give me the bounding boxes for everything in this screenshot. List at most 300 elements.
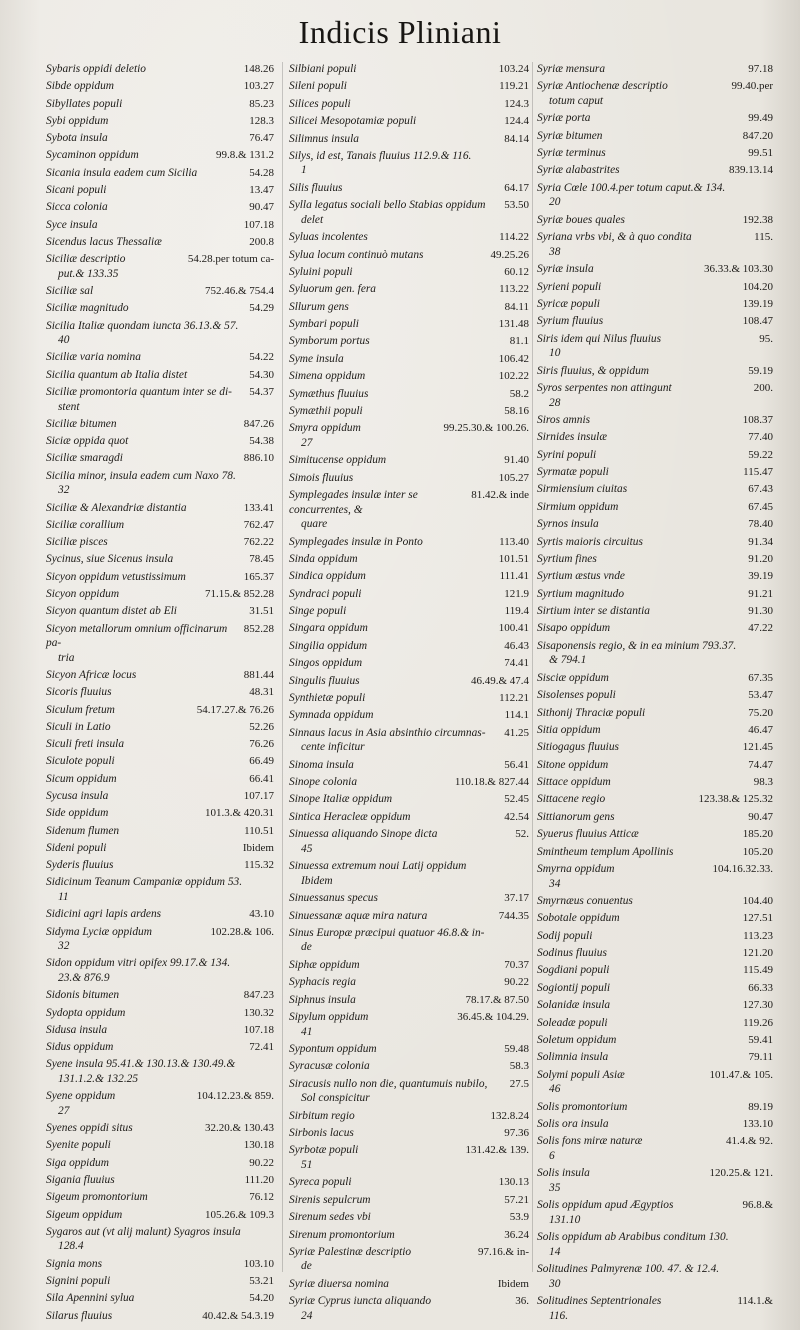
index-entry [46,858,274,873]
entry-term: Sideni populi [46,841,107,854]
entry-term: Singara oppidum [289,622,368,635]
entry-term: Syreca populi [289,1176,352,1189]
entry-term: Symæthus fluuius [289,387,369,400]
index-entry [46,789,274,804]
index-entry [289,639,529,654]
index-entry [289,198,529,227]
entry-page-reference: 74.47 [748,758,773,771]
index-entry [537,587,773,602]
entry-term: Siciliæ pisces [46,536,108,549]
index-entry [537,1100,773,1115]
entry-term: Sidonis bitumen [46,989,120,1002]
index-entry [537,62,773,77]
entry-term: Sicca colonia [46,201,108,214]
entry-term: Solanidæ insula [537,999,611,1012]
entry-continuation: 34 [549,877,561,890]
entry-term: Syricæ populi [537,297,600,310]
entry-page-reference: 107.17 [243,789,274,802]
entry-term: Siphnus insula [289,993,356,1006]
entry-term: Sidon oppidum vitri opifex 99.17.& 134. [46,957,231,970]
index-entry [46,350,274,365]
index-entry [46,166,274,181]
entry-term: Syrtium fines [537,552,597,565]
index-entry [537,364,773,379]
index-entry [537,639,773,668]
index-entry [289,552,529,567]
entry-term: Syenite populi [46,1139,111,1152]
entry-term: Sybaris oppidi deletio [46,63,146,75]
entry-term: Syriæ diuersa nomina [289,1277,389,1290]
index-entry [537,981,773,996]
entry-page-reference: 54.28.per totum ca- [187,253,274,266]
entry-term: Sicani populi [46,183,107,196]
entry-page-reference: 74.41 [504,657,529,670]
entry-term: Singos oppidum [289,657,363,670]
entry-term: Sirenum promontorium [289,1228,395,1241]
entry-term: Siciliæ sal [46,284,94,297]
entry-page-reference: 103.24 [498,63,529,75]
index-entry [46,535,274,550]
entry-continuation: 38 [549,245,561,258]
index-entry [289,775,529,790]
entry-continuation: 24 [301,1309,313,1322]
entry-continuation: quare [301,518,328,531]
entry-term: Siculi in Latio [46,720,111,733]
column-divider [532,62,533,1272]
index-entry [537,332,773,361]
index-entry [289,691,529,706]
index-entry [537,1117,773,1132]
entry-page-reference: 148.26 [243,63,274,75]
index-entry [46,622,274,666]
index-entry [537,230,773,259]
index-entry [289,471,529,486]
entry-term: Sisaponensis regio, & in ea minium 793.37. [537,639,737,652]
index-entry [537,1262,773,1291]
entry-continuation: tria [58,651,75,664]
entry-term: Silys, id est, Tanais fluuius 112.9.& 116. [289,149,472,162]
entry-page-reference: 121.9 [504,587,529,600]
index-entry [537,740,773,755]
index-entry [46,754,274,769]
entry-continuation: 40 [58,334,70,347]
index-entry [537,129,773,144]
entry-term: Syriæ Cyprus iuncta aliquando [289,1295,432,1308]
index-entry [46,1089,274,1118]
entry-page-reference: 57.21 [504,1193,529,1206]
entry-term: Siculum fretum [46,703,115,716]
entry-continuation: cente inficitur [301,741,365,754]
index-entry [46,131,274,146]
entry-term: Solis insula [537,1167,590,1180]
entry-page-reference: 72.41 [249,1041,274,1054]
index-entry [46,252,274,281]
entry-term: Sirenis sepulcrum [289,1193,371,1206]
index-entry [289,621,529,636]
entry-term: Silis fluuius [289,181,343,194]
entry-term: Smyrnæus conuentus [537,894,633,907]
entry-term: Sinuessanus specus [289,892,378,905]
index-entry [46,469,274,498]
entry-page-reference: Ibidem [242,841,274,854]
entry-continuation: 23.& 876.9 [58,972,110,984]
entry-term: Singe populi [289,605,347,618]
entry-term: Sicyon metallorum omnium officinarum pa- [46,622,228,650]
index-entry [289,352,529,367]
index-entry [289,859,529,888]
entry-term: Solimnia insula [537,1051,609,1064]
entry-page-reference: 42.54 [504,810,529,823]
index-entry [46,1208,274,1223]
entry-page-reference: 81.1 [509,335,529,348]
entry-page-reference: 752.46.& 754.4 [204,284,274,297]
entry-continuation: 128.4 [58,1240,84,1253]
entry-term: Syrieni populi [537,280,602,293]
entry-continuation: 116. [549,1309,569,1322]
entry-continuation: 30 [549,1277,561,1290]
entry-term: Syriæ porta [537,112,591,125]
entry-term: Sinuessanæ aquæ mira natura [289,909,428,922]
entry-term: Sidenum flumen [46,824,120,837]
index-entry [537,862,773,891]
index-entry [289,387,529,402]
entry-page-reference: 36. [515,1295,529,1308]
entry-term: Silices populi [289,97,351,110]
entry-term: Syrium fluuius [537,315,604,328]
entry-term: Sisapo oppidum [537,622,611,635]
index-entry [537,1068,773,1097]
entry-page-reference: 127.30 [742,999,773,1012]
entry-term: Syriæ Palestinæ descriptio [289,1245,412,1258]
entry-term: Sigeum oppidum [46,1208,123,1221]
index-entry [46,451,274,466]
entry-term: Smintheum templum Apollinis [537,845,674,858]
index-entry [289,248,529,263]
index-entry [289,132,529,147]
entry-continuation: de [301,1260,312,1273]
entry-term: Siciliæ corallium [46,518,125,531]
entry-term: Simois fluuius [289,471,354,484]
entry-continuation: Ibidem [301,874,333,887]
entry-page-reference: 133.41 [243,501,274,514]
entry-page-reference: 852.28 [243,622,274,635]
entry-page-reference: 111.41 [499,570,529,583]
index-entry [46,385,274,414]
entry-page-reference: 46.43 [504,639,529,652]
index-entry [289,1059,529,1074]
index-entry [289,300,529,315]
entry-term: Sirtium inter se distantia [537,605,650,618]
index-entry [289,810,529,825]
index-entry [46,1291,274,1306]
entry-term: Sinuessa aliquando Sinope dicta [289,828,438,841]
entry-page-reference: 76.47 [249,132,274,145]
entry-page-reference: 115.32 [244,859,274,872]
entry-page-reference: 78.40 [748,518,773,531]
entry-page-reference: 70.37 [504,958,529,971]
index-entry [537,775,773,790]
entry-page-reference: 40.42.& 54.3.19 [202,1309,274,1322]
entry-term: Syluini populi [289,265,353,278]
entry-term: Sogiontij populi [537,981,611,994]
entry-page-reference: 46.49.& 47.4 [470,674,529,687]
index-entry [289,79,529,94]
entry-page-reference: 59.19 [748,364,773,377]
entry-page-reference: 56.41 [504,758,529,771]
entry-term: Symplegades insulæ inter se concurrentes, & [289,489,418,516]
entry-page-reference: 36.24 [504,1228,529,1241]
entry-page-reference: 104.16.32.33. [712,862,773,875]
entry-page-reference: 53.21 [249,1275,274,1287]
entry-page-reference: 84.14 [504,132,529,145]
entry-term: Sicania insula eadem cum Sicilia [46,166,198,179]
entry-term: Sycinus, siue Sicenus insula [46,553,174,566]
index-entry [46,183,274,198]
index-entry [46,925,274,954]
entry-term: Sylla legatus sociali bello Stabias oppidum [289,199,486,212]
entry-term: Sicum oppidum [46,772,117,785]
entry-page-reference: 107.18 [243,1023,274,1036]
entry-continuation: stent [58,400,80,413]
entry-page-reference: 91.30 [748,605,773,618]
entry-term: Sinda oppidum [289,552,358,565]
entry-page-reference: 847.26 [243,417,274,430]
entry-term: Sipylum oppidum [289,1010,369,1023]
index-entry [289,114,529,129]
entry-page-reference: 112.21 [499,691,529,704]
entry-page-reference: 115.47 [743,466,773,479]
entry-term: Sicyon oppidum [46,587,120,600]
index-entry [289,1277,529,1292]
index-entry [46,368,274,383]
entry-term: Sirbitum regio [289,1109,355,1122]
entry-page-reference: 37.17 [504,892,529,905]
entry-page-reference: 128.3 [249,114,274,127]
index-entry [46,772,274,787]
entry-page-reference: 91.34 [748,535,773,548]
entry-term: Solis promontorium [537,1100,628,1113]
entry-page-reference: 200.8 [249,235,274,248]
index-entry [537,1016,773,1031]
entry-continuation: 35 [549,1181,561,1194]
index-entry [46,148,274,163]
entry-page-reference: 99.25.30.& 100.26. [443,422,529,435]
index-entry [537,688,773,703]
entry-page-reference: 101.47.& 105. [709,1068,773,1081]
entry-term: Solymi populi Asiæ [537,1068,625,1081]
entry-term: Sitiogagus fluuius [537,741,619,754]
entry-page-reference: 119.4 [504,605,529,618]
entry-page-reference: 103.27 [243,80,274,93]
index-column-1 [46,62,274,1324]
entry-term: Sinus Europæ præcipui quatuor 46.8.& in- [289,926,485,939]
entry-term: Solis oppidum ab Arabibus conditum 130. [537,1231,729,1244]
entry-term: Siros amnis [537,413,591,426]
index-entry [46,988,274,1003]
index-entry [537,827,773,842]
entry-term: Symæthii populi [289,404,363,417]
entry-continuation: 11 [58,890,69,903]
index-entry [289,488,529,532]
entry-page-reference: 127.51 [742,912,773,925]
index-entry [537,79,773,108]
entry-term: Syrtium æstus vnde [537,570,625,583]
entry-term: Sittace oppidum [537,776,611,789]
entry-term: Syriæ boues quales [537,213,625,226]
entry-page-reference: 108.37 [742,413,773,426]
index-entry [537,810,773,825]
index-entry [46,806,274,821]
index-entry [537,1033,773,1048]
index-entry [537,163,773,178]
index-entry [46,97,274,112]
entry-term: Singulis fluuius [289,674,360,687]
entry-page-reference: 113.40 [499,535,529,548]
entry-page-reference: 96.8.& [742,1199,773,1212]
index-entry [537,262,773,277]
entry-term: Siciliæ promontoria quantum inter se di- [46,385,232,398]
entry-term: Singilia oppidum [289,639,368,652]
entry-page-reference: 66.33 [748,981,773,994]
index-entry [46,720,274,735]
entry-page-reference: 54.17.27.& 76.26 [196,703,274,716]
entry-page-reference: 100.41 [498,622,529,635]
entry-term: Sicilia quantum ab Italia distet [46,368,188,381]
entry-page-reference: 97.36 [504,1127,529,1140]
index-entry [46,1121,274,1136]
index-entry [46,218,274,233]
entry-page-reference: 71.15.& 852.28 [204,587,274,600]
index-entry [537,911,773,926]
entry-page-reference: 85.23 [249,97,274,110]
index-entry [46,434,274,449]
entry-page-reference: 78.45 [249,553,274,566]
entry-term: Sodinus fluuius [537,947,607,960]
entry-term: Sylua locum continuò mutans [289,248,424,261]
entry-continuation: put.& 133.35 [58,267,119,280]
index-entry [537,963,773,978]
entry-page-reference: 106.42 [498,352,529,365]
index-entry [46,1309,274,1324]
entry-term: Sitone oppidum [537,758,609,771]
index-entry [289,181,529,196]
entry-page-reference: 121.45 [742,741,773,754]
index-entry [289,926,529,955]
entry-term: Sygaros aut (vt alij malunt) Syagros insula [46,1225,241,1238]
entry-term: Sinuessa extremum noui Latij oppidum [289,860,467,873]
entry-page-reference: 113.22 [499,283,529,296]
entry-continuation: 1 [301,164,307,177]
entry-page-reference: 66.41 [249,772,274,785]
entry-term: Silbiani populi [289,63,357,75]
entry-page-reference: 115. [754,231,773,244]
entry-term: Syriæ alabastrites [537,164,620,177]
index-entry [537,482,773,497]
entry-page-reference: 91.40 [504,454,529,467]
entry-page-reference: 113.23 [743,929,773,942]
entry-page-reference: Ibidem [497,1277,529,1290]
entry-continuation: 27 [301,436,313,449]
entry-term: Syndraci populi [289,587,362,600]
index-entry [46,417,274,432]
entry-term: Sibde oppidum [46,80,115,93]
entry-term: Siciliæ varia nomina [46,351,141,364]
entry-term: Sindica oppidum [289,570,366,583]
entry-term: Solis ora insula [537,1118,609,1130]
entry-page-reference: 110.51 [244,824,274,837]
index-entry [46,737,274,752]
entry-page-reference: 97.16.& in- [477,1245,529,1258]
index-entry [537,671,773,686]
entry-page-reference: 744.35 [498,909,529,922]
entry-page-reference: 77.40 [748,431,773,444]
index-entry [537,1166,773,1195]
entry-continuation: 10 [549,347,561,360]
index-entry [537,946,773,961]
entry-page-reference: 119.21 [499,80,529,93]
entry-page-reference: 95. [759,332,773,345]
entry-term: Syriæ bitumen [537,129,603,142]
entry-term: Sirbonis lacus [289,1127,354,1140]
entry-term: Syrtium magnitudo [537,587,625,600]
entry-term: Simena oppidum [289,370,366,383]
entry-term: Sithonij Thraciæ populi [537,706,646,719]
entry-term: Syene oppidum [46,1090,116,1103]
entry-term: Symbari populi [289,318,359,331]
entry-term: Sidicini agri lapis ardens [46,908,162,921]
entry-page-reference: 101.51 [498,552,529,565]
entry-term: Syuerus fluuius Atticæ [537,828,639,841]
entry-page-reference: 54.20 [249,1292,274,1305]
entry-page-reference: 58.2 [509,387,529,400]
entry-page-reference: 58.16 [504,404,529,417]
entry-term: Syrnos insula [537,518,599,531]
entry-term: Side oppidum [46,807,109,820]
entry-page-reference: 76.12 [249,1191,274,1204]
entry-term: Sirmium oppidum [537,500,619,513]
entry-term: Syriana vrbs vbi, & à quo condita [537,231,692,244]
entry-term: Smyrna oppidum [537,862,615,875]
entry-term: Sidyma Lyciæ oppidum [46,925,152,938]
index-entry [46,907,274,922]
entry-term: Sodij populi [537,929,593,942]
entry-page-reference: 131.48 [498,318,529,331]
entry-page-reference: 67.35 [748,671,773,684]
entry-term: Sybi oppidum [46,114,109,127]
entry-term: Sinnaus lacus in Asia absinthio circumnas- [289,726,486,739]
entry-page-reference: 107.18 [243,218,274,231]
entry-page-reference: 130.18 [243,1139,274,1152]
entry-page-reference: 54.29 [249,302,274,315]
entry-term: Solitudines Septentrionales [537,1295,662,1308]
index-entry [289,1294,529,1323]
entry-term: Silarus fluuius [46,1309,113,1322]
index-entry [289,958,529,973]
entry-term: Sydopta oppidum [46,1006,126,1019]
entry-page-reference: 52. [515,828,529,841]
index-entry [289,587,529,602]
entry-term: Symnada oppidum [289,709,374,722]
entry-continuation: 20 [549,196,561,209]
entry-term: Silimnus insula [289,132,359,145]
index-entry [289,993,529,1008]
entry-page-reference: 54.38 [249,435,274,448]
index-entry [46,301,274,316]
entry-continuation: 32 [58,484,70,497]
entry-page-reference: 13.47 [249,183,274,196]
index-entry [289,708,529,723]
entry-term: Siculi freti insula [46,738,125,751]
